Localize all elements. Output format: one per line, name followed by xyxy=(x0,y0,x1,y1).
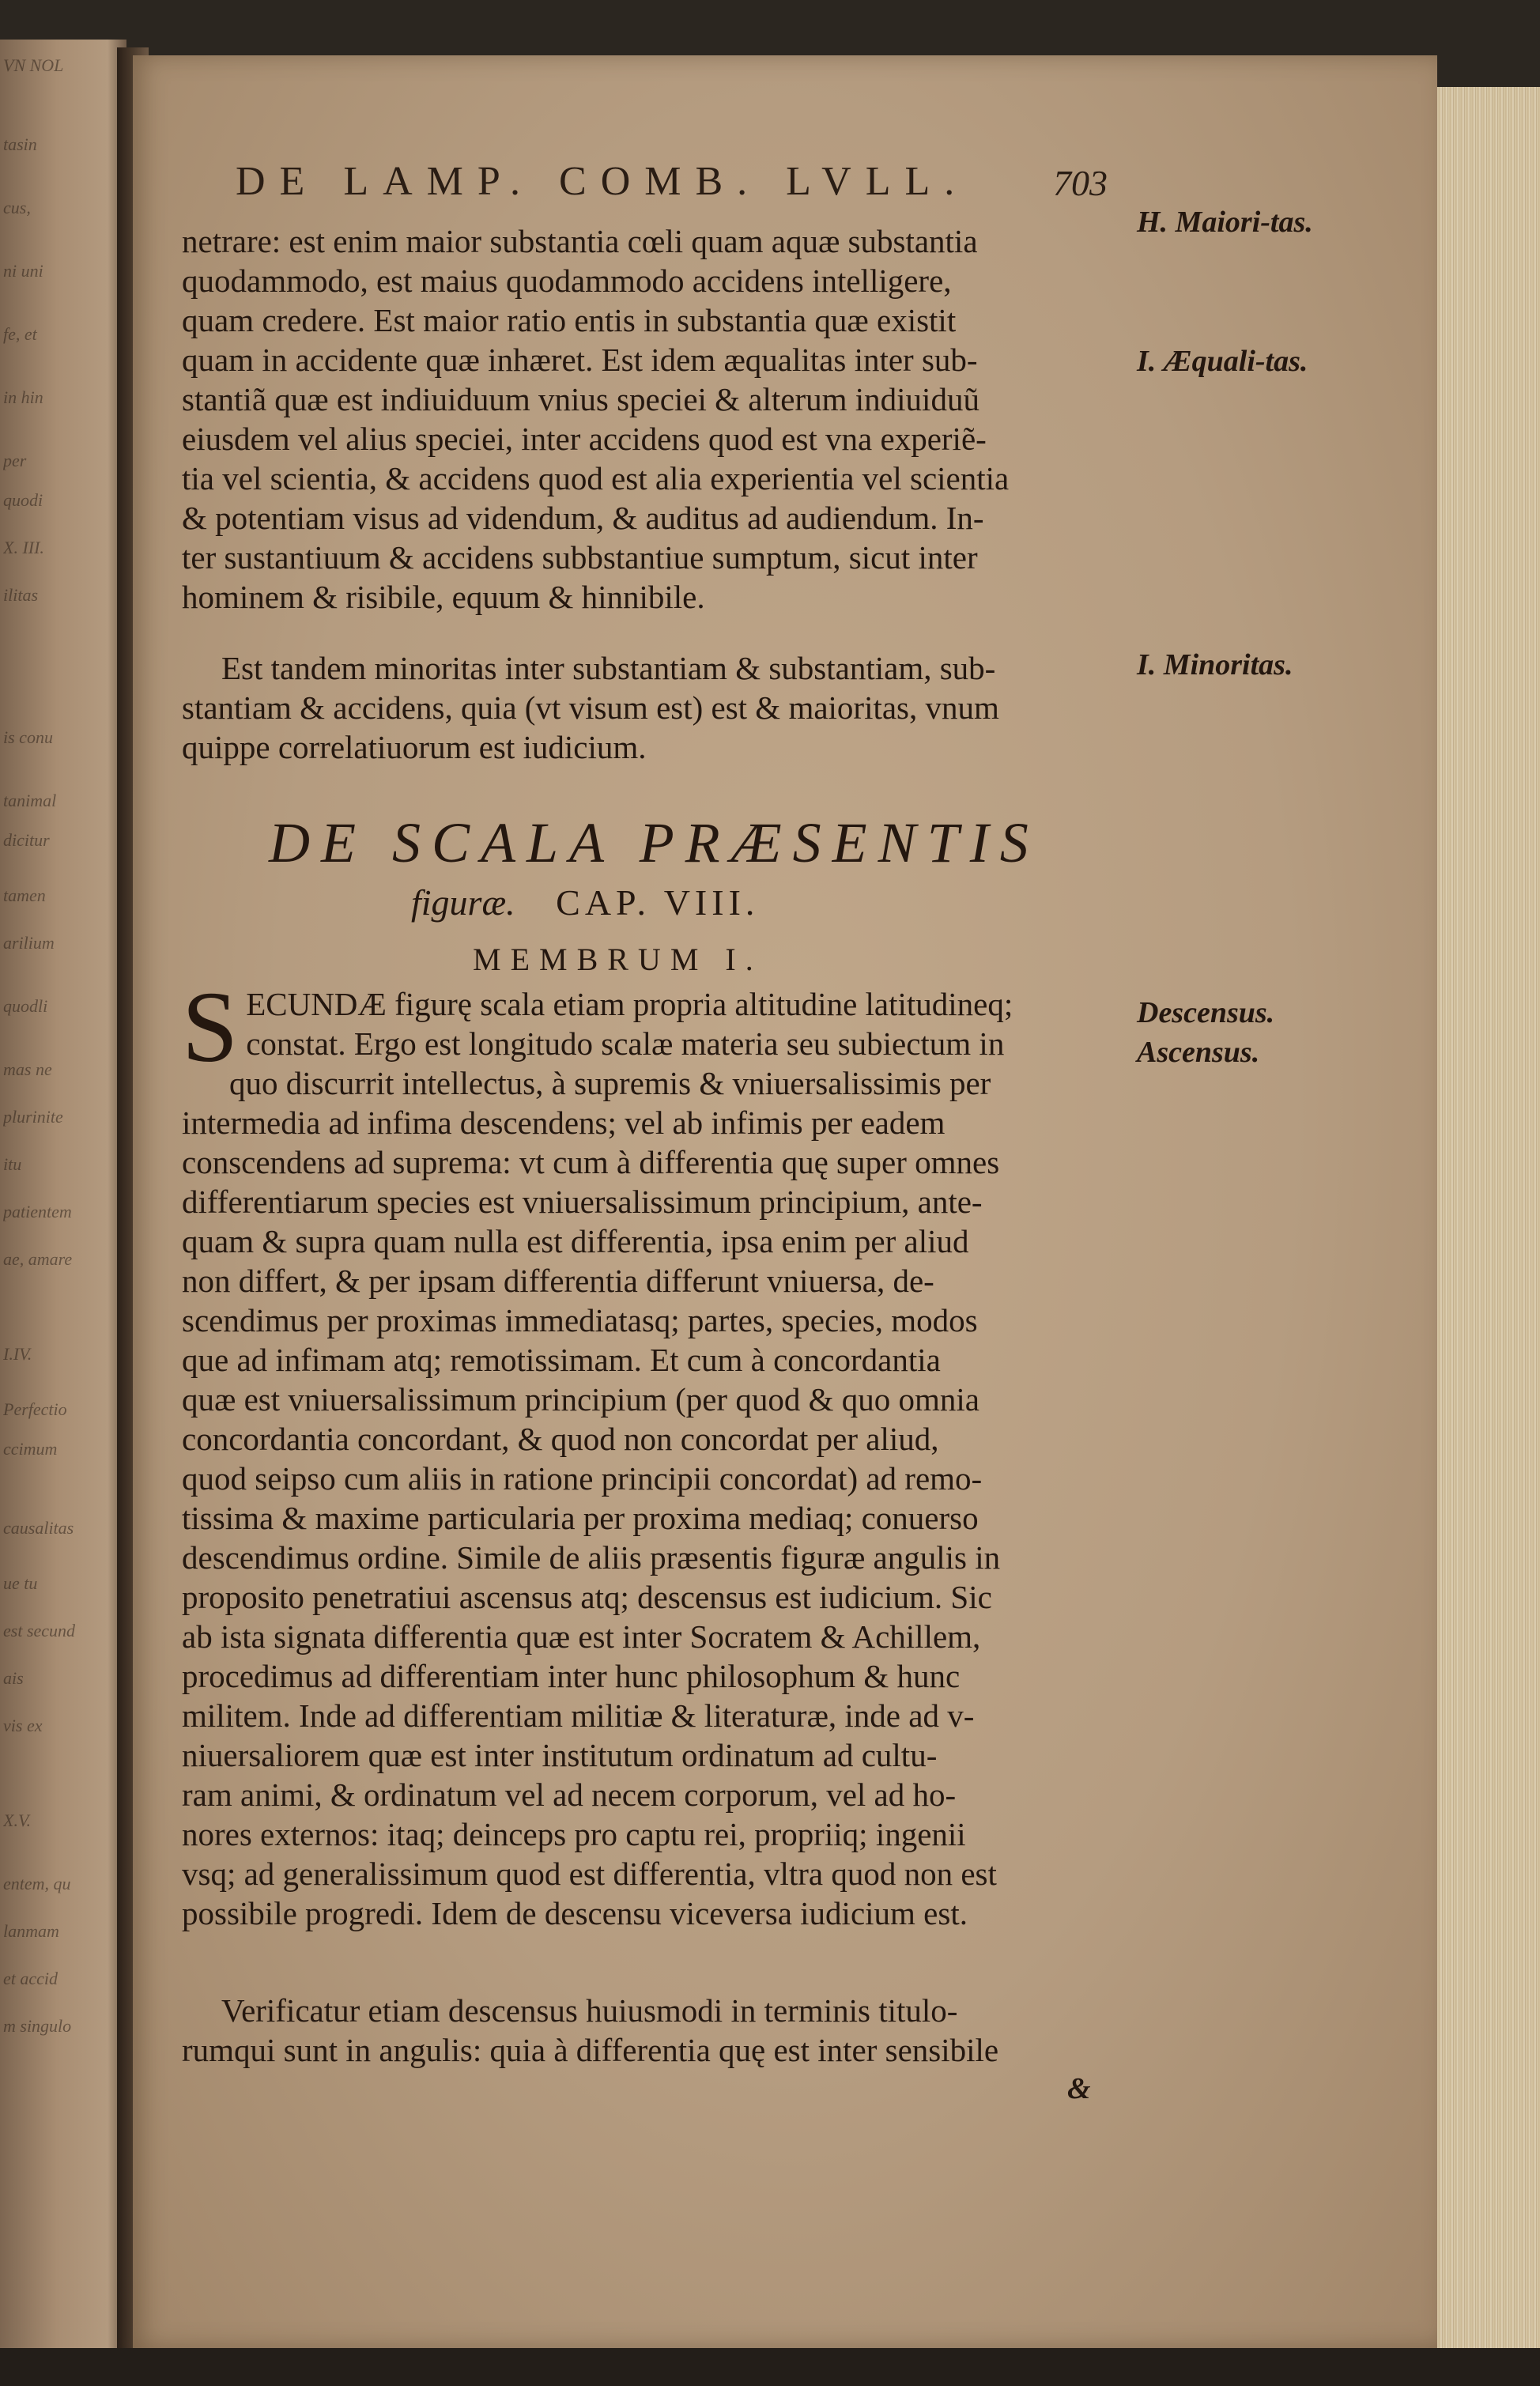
margin-note-aequalitas: I. Æquali-tas. xyxy=(1137,345,1308,378)
left-page-fragment: tanimal xyxy=(3,791,57,810)
left-page-fragment: ais xyxy=(3,1668,24,1688)
left-page-fragment: patientem xyxy=(3,1202,72,1221)
scan-background xyxy=(0,2348,1540,2386)
left-page-fragment: ccimum xyxy=(3,1439,58,1459)
text-line: hominem & risibile, equum & hinnibile. xyxy=(182,579,705,615)
left-page-fragment: vis ex xyxy=(3,1716,43,1735)
left-page-fragment: ni uni xyxy=(3,261,43,281)
margin-note-ascensus: Ascensus. xyxy=(1137,1036,1260,1069)
page-number: 703 xyxy=(1053,163,1108,203)
left-page-fragment: cus, xyxy=(3,198,31,217)
left-page-fragment: ilitas xyxy=(3,585,39,605)
left-page-fragment: Perfectio xyxy=(3,1399,67,1419)
paragraph-2 xyxy=(182,648,1123,767)
left-page-fragment: causalitas xyxy=(3,1518,74,1538)
text-line: quo discurrit intellectus, à supremis & vniuersalissimis per xyxy=(229,1065,991,1101)
text-line: quippe correlatiuorum est iudicium. xyxy=(182,729,647,765)
left-page-fragment: quodi xyxy=(3,490,43,510)
left-page-fragment: ae, amare xyxy=(3,1249,73,1269)
chapter-number: CAP. VIII. xyxy=(556,882,760,923)
text-line: scendimus per proximas immediatasq; partes, species, modos xyxy=(182,1302,978,1338)
text-line: constat. Ergo est longitudo scalæ materia seu subiectum in xyxy=(246,1025,1005,1062)
text-line: stantiã quæ est indiuiduum vnius speciei & alterum indiuiduũ xyxy=(182,381,979,417)
left-page-fragment: VN NOL xyxy=(3,55,64,75)
left-page-fragment: et accid xyxy=(3,1969,59,1988)
text-line: quæ est vniuersalissimum principium (per quod & quo omnia xyxy=(182,1381,979,1418)
text-line: tissima & maxime particularia per proxima mediaq; conuerso xyxy=(182,1500,979,1536)
membrum-heading: MEMBRUM I. xyxy=(473,942,763,977)
paragraph-1 xyxy=(182,221,1123,617)
left-page-fragment: tasin xyxy=(3,134,37,154)
text-line: ab ista signata differentia quæ est inter Socratem & Achillem, xyxy=(182,1618,981,1655)
text-line: quam & supra quam nulla est differentia, ipsa enim per aliud xyxy=(182,1223,969,1259)
text-line: netrare: est enim maior substantia cœli quam aquæ substantia xyxy=(182,223,978,259)
text-line: differentiarum species est vniuersalissimum principium, ante- xyxy=(182,1184,983,1220)
chapter-figura: figuræ. xyxy=(411,882,515,923)
left-page-fragment: in hin xyxy=(3,387,43,407)
text-line: nores externos: itaq; deinceps pro captu rei, propriiq; ingenii xyxy=(182,1816,966,1852)
left-page-fragment: est secund xyxy=(3,1621,76,1640)
page-edges xyxy=(1437,87,1540,2348)
text-line: & potentiam visus ad videndum, & auditus ad audiendum. In- xyxy=(182,500,984,536)
left-page-fragment: X.V. xyxy=(3,1810,32,1830)
text-line: militem. Inde ad differentiam militiæ & literaturæ, inde ad v- xyxy=(182,1697,975,1734)
text-line: conscendens ad suprema: vt cum à differentia quę super omnes xyxy=(182,1144,1000,1180)
margin-note-minoritas: I. Minoritas. xyxy=(1137,648,1293,681)
text-line: que ad infimam atq; remotissimam. Et cum à concordantia xyxy=(182,1342,941,1378)
left-page-fragment: tamen xyxy=(3,885,46,905)
left-page-fragment: m singulo xyxy=(3,2016,72,2036)
left-page-edge xyxy=(0,40,126,2364)
text-line: intermedia ad infima descendens; vel ab infimis per eadem xyxy=(182,1104,946,1141)
text-line: possibile progredi. Idem de descensu viceversa iudicium est. xyxy=(182,1895,968,1931)
text-line: eiusdem vel alius speciei, inter accidens quod est vna experiẽ- xyxy=(182,421,987,457)
text-line: rumqui sunt in angulis: quia à differentia quę est inter sensibile xyxy=(182,2032,999,2068)
left-page-fragment: dicitur xyxy=(3,830,50,850)
chapter-subtitle xyxy=(411,882,759,923)
left-page-fragment: itu xyxy=(3,1154,22,1174)
text-line: ram animi, & ordinatum vel ad necem corporum, vel ad ho- xyxy=(182,1776,957,1813)
left-page-fragment: quodli xyxy=(3,996,48,1016)
running-head: DE LAMP. COMB. LVLL. xyxy=(236,159,969,204)
margin-note-descensus: Descensus. xyxy=(1137,996,1275,1029)
text-line: tia vel scientia, & accidens quod est alia experientia vel scientia xyxy=(182,460,1010,496)
text-line: ter sustantiuum & accidens subbstantiue sumptum, sicut inter xyxy=(182,539,978,576)
chapter-title: DE SCALA PRÆSENTIS xyxy=(269,811,1040,874)
paragraph-4 xyxy=(182,1991,1123,2070)
left-page-fragment: is conu xyxy=(3,727,53,747)
left-page-fragment: entem, qu xyxy=(3,1874,71,1893)
text-line: vsq; ad generalissimum quod est differentia, vltra quod non est xyxy=(182,1856,997,1892)
left-page-fragment: mas ne xyxy=(3,1059,52,1079)
text-line: quam credere. Est maior ratio entis in substantia quæ existit xyxy=(182,302,957,338)
drop-capital: S xyxy=(182,971,239,1083)
text-line: procedimus ad differentiam inter hunc philosophum & hunc xyxy=(182,1658,961,1694)
left-page-fragment: arilium xyxy=(3,933,55,953)
paragraph-3 xyxy=(182,971,1123,1933)
text-line: quam in accidente quæ inhæret. Est idem æqualitas inter sub- xyxy=(182,342,978,378)
left-page-fragment: I.IV. xyxy=(3,1344,32,1364)
catchword: & xyxy=(1067,2072,1091,2105)
left-page-fragment: lanmam xyxy=(3,1921,59,1941)
left-page-fragment: ue tu xyxy=(3,1573,38,1593)
text-line: descendimus ordine. Simile de aliis præsentis figuræ angulis in xyxy=(182,1539,1001,1576)
left-page-fragment: X. III. xyxy=(3,538,44,557)
text-line: quodammodo, est maius quodammodo accidens intelligere, xyxy=(182,262,952,299)
left-page-fragment: fe, et xyxy=(3,324,37,344)
text-line: non differt, & per ipsam differentia differunt vniuersa, de- xyxy=(182,1263,934,1299)
text-line: Verificatur etiam descensus huiusmodi in terminis titulo- xyxy=(221,1992,958,2029)
text-line: concordantia concordant, & quod non concordat per aliud, xyxy=(182,1421,939,1457)
text-line: proposito penetratiui ascensus atq; descensus est iudicium. Sic xyxy=(182,1579,992,1615)
margin-note-maioritas: H. Maiori-tas. xyxy=(1137,206,1313,239)
text-line: ECUNDÆ figurę scala etiam propria altitudine latitudineq; xyxy=(246,986,1013,1022)
text-line: niuersaliorem quæ est inter institutum ordinatum ad cultu- xyxy=(182,1737,938,1773)
text-line: Est tandem minoritas inter substantiam & substantiam, sub- xyxy=(221,650,996,686)
text-line: quod seipso cum aliis in ratione principii concordat) ad remo- xyxy=(182,1460,983,1497)
left-page-fragment: plurinite xyxy=(3,1107,63,1127)
left-page-fragment: per xyxy=(3,451,27,470)
text-line: stantiam & accidens, quia (vt visum est) est & maioritas, vnum xyxy=(182,689,999,726)
